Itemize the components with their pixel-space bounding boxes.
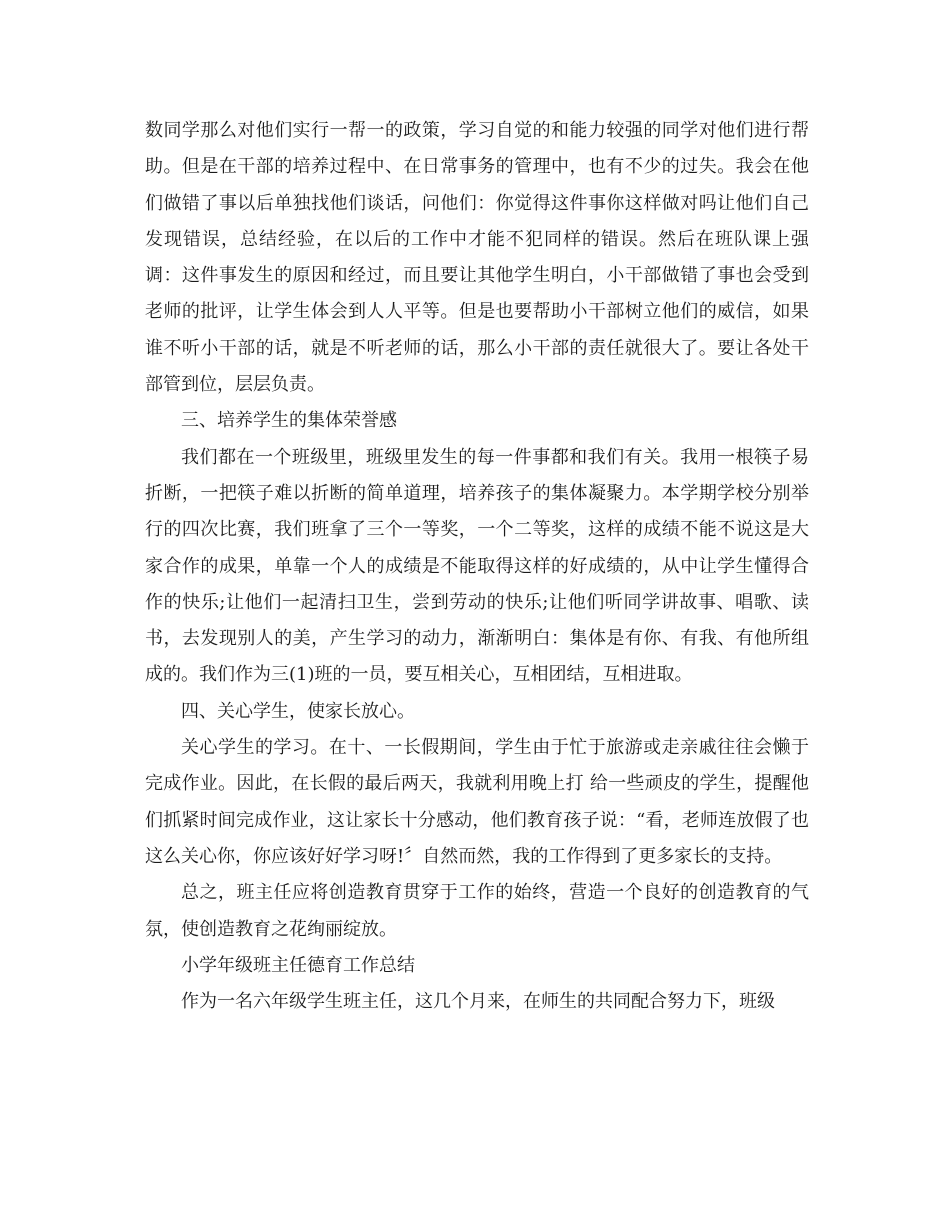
paragraph-collective-honor: 我们都在一个班级里，班级里发生的每一件事都和我们有关。我用一根筷子易折断，一把筷子难以折断的简单道理，培养孩子的集体凝聚力。本学期学校分别举行的四次比赛，我们班拿了三个一等奖，一个二等奖，这样的成绩不能不说这是大家合作的成果，单靠一个人的成绩是不能取得这样的好成绩的，从中让学生懂得合作的快乐;让他们一起清扫卫生，尝到劳动的快乐;让他们听同学讲故事、唱歌、读书，去发现别人的美，产生学习的动力，渐渐明白：集体是有你、有我、有他所组成的。我们作为三(1)班的一员，要互相关心，互相团结，互相进取。 bbox=[145, 446, 809, 686]
document-body bbox=[145, 113, 809, 1020]
paragraph-care-students: 关心学生的学习。在十、一长假期间，学生由于忙于旅游或走亲戚往往会懒于完成作业。因此，在长假的最后两天，我就利用晚上打 给一些顽皮的学生，提醒他们抓紧时间完成作业，这让家长十分感动，他们教育孩子说：“看，老师连放假了也这么关心你，你应该好好学习呀!〞自然而然，我的工作得到了更多家长的支持。 bbox=[145, 737, 809, 867]
paragraph-continued: 数同学那么对他们实行一帮一的政策，学习自觉的和能力较强的同学对他们进行帮助。但是在干部的培养过程中、在日常事务的管理中，也有不少的过失。我会在他们做错了事以后单独找他们谈话，问他们：你觉得这件事你这样做对吗让他们自己发现错误，总结经验，在以后的工作中才能不犯同样的错误。然后在班队课上强调：这件事发生的原因和经过，而且要让其他学生明白，小干部做错了事也会受到老师的批评，让学生体会到人人平等。但是也要帮助小干部树立他们的威信，如果谁不听小干部的话，就是不听老师的话，那么小干部的责任就很大了。要让各处干部管到位，层层负责。 bbox=[145, 120, 809, 396]
section-heading-3: 三、培养学生的集体荣誉感 bbox=[181, 410, 397, 432]
paragraph-summary: 总之，班主任应将创造教育贯穿于工作的始终，营造一个良好的创造教育的气氛，使创造教育之花绚丽绽放。 bbox=[145, 882, 809, 940]
section-heading-4: 四、关心学生，使家长放心。 bbox=[181, 700, 415, 722]
document-subtitle: 小学年级班主任德育工作总结 bbox=[181, 954, 415, 976]
paragraph-intro-grade6: 作为一名六年级学生班主任，这几个月来，在师生的共同配合努力下，班级 bbox=[181, 991, 775, 1013]
